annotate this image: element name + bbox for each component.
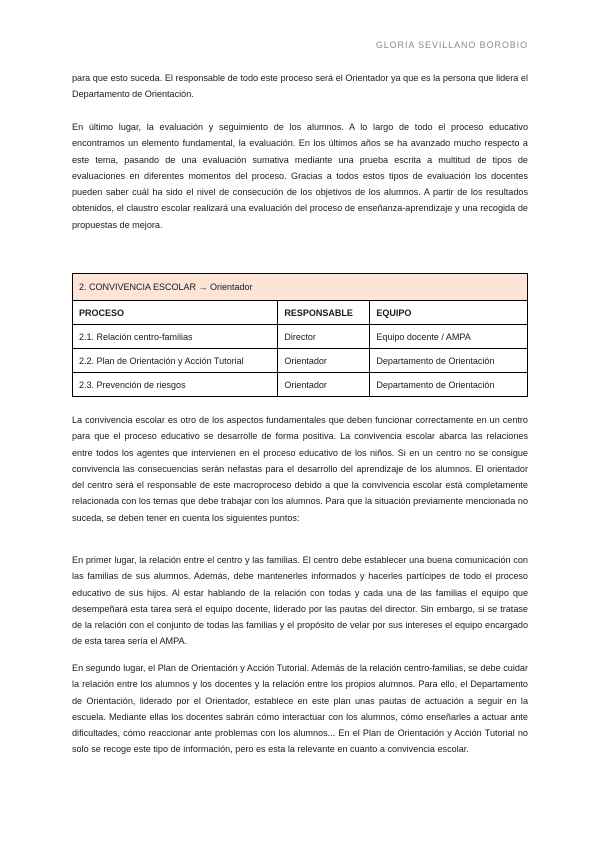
cell-equipo: Departamento de Orientación bbox=[370, 349, 528, 373]
paragraph-convivencia: La convivencia escolar es otro de los aspectos fundamentales que deben funcionar correctamente en un centro para que el proceso educativo se desarrolle de forma positiva. La convivencia escolar abarca las relaciones entre todos los agentes que intervienen en el proceso educativo de los niños. Si en un centro no se consigue convivencia las consecuencias serán nefastas para el desarrollo del aprendizaje de los alumnos. El orientador del centro será el responsable de este macroproceso debido a que la convivencia escolar está completamente relacionada con los temas que debe trabajar con los alumnos. Para que la situación previamente mencionada no suceda, se deben tener en cuenta los siguientes puntos: bbox=[72, 415, 528, 523]
convivencia-table bbox=[72, 273, 528, 397]
table-header-row bbox=[73, 301, 528, 325]
paragraph-familias: En primer lugar, la relación entre el centro y las familias. El centro debe establecer una buena comunicación con las familias de sus alumnos. Además, debe mantenerles informados y hacerles partícipes de todo el proceso educativo de sus hijos. Al estar hablando de la relación con todas y cada una de las familias el equipo que desempeñará esta tarea será el equipo docente, liderado por las pautas del director. Sin embargo, si se tratase de la relación con el conjunto de todas las familias y el propósito de velar por sus intereses el equipo encargado de esta tarea sería el AMPA. bbox=[72, 555, 528, 647]
cell-proceso: 2.3. Prevención de riesgos bbox=[73, 373, 278, 397]
header-proceso: PROCESO bbox=[73, 301, 278, 325]
cell-responsable: Orientador bbox=[278, 349, 370, 373]
table-row bbox=[73, 373, 528, 397]
cell-equipo: Equipo docente / AMPA bbox=[370, 325, 528, 349]
cell-proceso: 2.2. Plan de Orientación y Acción Tutorial bbox=[73, 349, 278, 373]
paragraph-evaluacion: En último lugar, la evaluación y seguimiento de los alumnos. A lo largo de todo el proceso educativo encontramos un elemento fundamental, la evaluación. En los últimos años se ha avanzado mucho respecto a este tema, pasando de una evaluación sumativa mediante una prueba escrita a multitud de tipos de evaluaciones en diferentes momentos del proceso. Gracias a todos estos tipos de evaluación los docentes pueden saber cuál ha sido el nivel de consecución de los objetivos de los alumnos. A partir de los resultados obtenidos, el claustro escolar realizará una evaluación del proceso de enseñanza-aprendizaje y una recogida de propuestas de mejora. bbox=[72, 122, 528, 230]
table-title-row bbox=[73, 274, 528, 301]
cell-responsable: Director bbox=[278, 325, 370, 349]
table-row bbox=[73, 349, 528, 373]
header-equipo: EQUIPO bbox=[370, 301, 528, 325]
paragraph-intro: para que esto suceda. El responsable de todo este proceso será el Orientador ya que es la persona que lidera el Departamento de Orientación. bbox=[72, 73, 528, 100]
cell-proceso: 2.1. Relación centro-familias bbox=[73, 325, 278, 349]
cell-responsable: Orientador bbox=[278, 373, 370, 397]
table-title: 2. CONVIVENCIA ESCOLAR → Orientador bbox=[73, 274, 528, 301]
cell-equipo: Departamento de Orientación bbox=[370, 373, 528, 397]
paragraph-plan-orientacion: En segundo lugar, el Plan de Orientación y Acción Tutorial. Además de la relación centro-familias, se debe cuidar la relación entre los alumnos y los docentes y la relación entre los propios alumnos. Para ello, el Departamento de Orientación, liderado por el Orientador, establece en este plan unas pautas de actuación a seguir en la escuela. Mediante ellas los docentes sabrán cómo interactuar con los alumnos, cómo enseñarles a actuar ante dificultades, cómo reaccionar ante problemas con los alumnos... En el Plan de Orientación y Acción Tutorial no solo se recoge este tipo de información, pero es esta la relevante en cuanto a convivencia escolar. bbox=[72, 663, 528, 755]
table-row bbox=[73, 325, 528, 349]
page-header-author: GLORIA SEVILLANO BOROBIO bbox=[375, 40, 528, 50]
header-responsable: RESPONSABLE bbox=[278, 301, 370, 325]
